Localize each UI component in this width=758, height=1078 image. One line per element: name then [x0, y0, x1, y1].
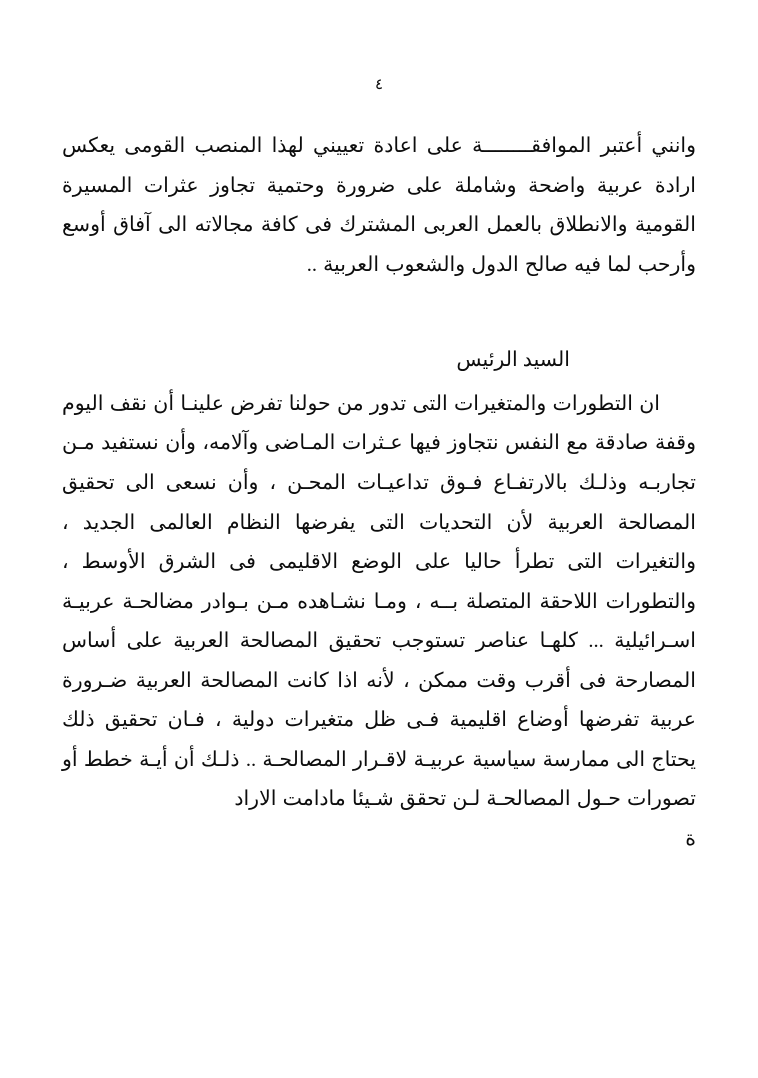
- paragraph-body: ان التطورات والمتغيرات التى تدور من حولنا تفرض علينـا أن نقف اليوم وقفة صادقة مع النفس نتجاوز فيها عـثرات المـاضى وآلامه، وأن نستفيد مـن تجاربـه وذلـك بالارتفـاع فـوق تداعيـات المحـن ، وأن نسعى الى تحقيق المصالحة العربية لأن التحديات التى يفرضها النظام العالمى الجديد ، والتغيرات التى تطرأ حاليا على الوضع الاقليمى فى الشرق الأوسط ، والتطورات اللاحقة المتصلة بــه ، ومـا نشـاهده مـن بـوادر مضالحـة عربيـة اسـرائيلية ... كلهـا عناصر تستوجب تحقيق المصالحة العربية على أساس المصارحة فى أقرب وقت ممكن ، لأنه اذا كانت المصالحة العربية ضـرورة عربية تفرضها أوضاع اقليمية فـى ظل متغيرات دولية ، فـان تحقيق ذلك يحتاج الى ممارسة سياسية عربيـة لاقـرار المصالحـة .. ذلـك أن أيـة خطط أو تصورات حـول المصالحـة لـن تحقق شـيئا مادامت الاراد: [62, 392, 696, 811]
- paragraph-body-continuation: ة: [685, 828, 696, 850]
- paragraph-opening: وانني أعتبر الموافقــــــــة على اعادة تعييني لهذا المنصب القومى يعكس ارادة عربية واضحة وشاملة على ضرورة وحتمية تجاوز عثرات المسيرة القومية والانطلاق بالعمل العربى المشترك فى كافة مجالاته الى آفاق أوسع وأرحب لما فيه صالح الدول والشعوب العربية ..: [62, 135, 696, 276]
- page-number: ٤: [374, 77, 384, 93]
- paragraph-spacer: [62, 285, 696, 341]
- salutation-line: السيد الرئيس: [456, 349, 570, 372]
